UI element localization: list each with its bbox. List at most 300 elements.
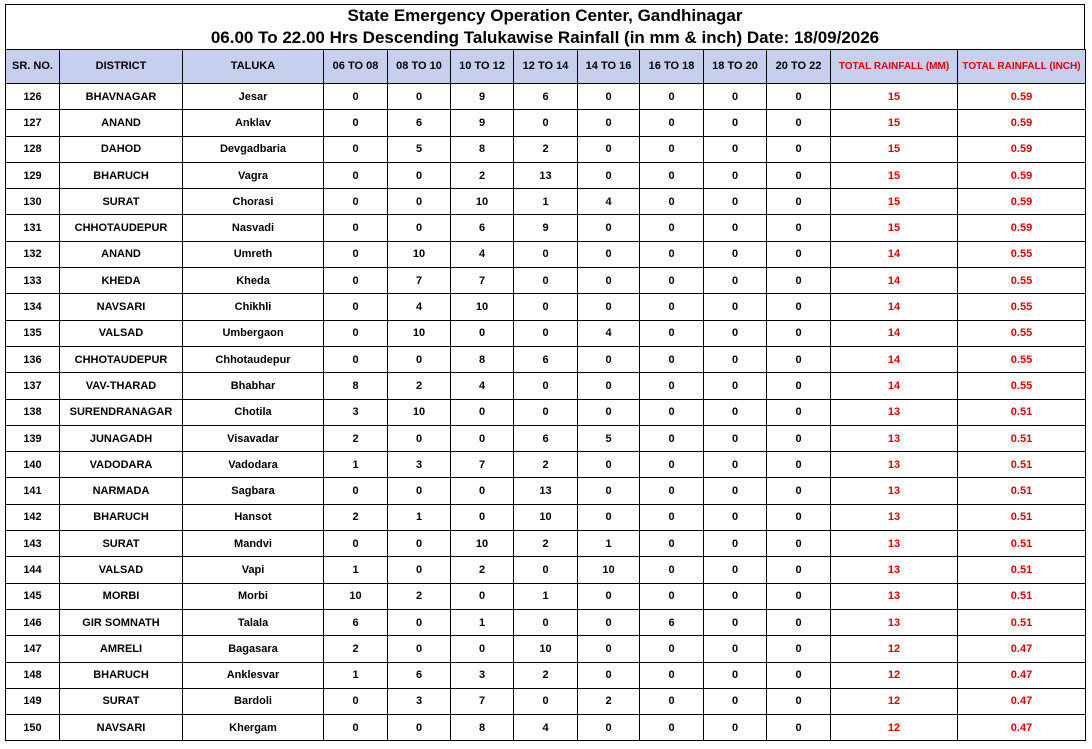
rainfall-table bbox=[5, 49, 1086, 741]
col-08-10-cell: 0 bbox=[388, 189, 451, 215]
col-total-inch-cell: 0.51 bbox=[958, 452, 1086, 478]
table-row bbox=[6, 557, 1086, 583]
col-14-16-cell: 10 bbox=[578, 557, 640, 583]
col-sr-no-header: SR. NO. bbox=[6, 50, 60, 84]
col-14-16-cell: 4 bbox=[578, 320, 640, 346]
col-20-22-cell: 0 bbox=[767, 531, 831, 557]
col-08-10-cell: 6 bbox=[388, 110, 451, 136]
col-total-mm-cell: 13 bbox=[831, 425, 958, 451]
col-sr-no-cell: 137 bbox=[6, 373, 60, 399]
col-06-08-header: 06 TO 08 bbox=[324, 50, 388, 84]
col-district-cell: SURAT bbox=[60, 531, 183, 557]
col-total-inch-cell: 0.59 bbox=[958, 215, 1086, 241]
col-total-inch-cell: 0.55 bbox=[958, 346, 1086, 372]
table-row bbox=[6, 531, 1086, 557]
col-18-20-cell: 0 bbox=[704, 241, 767, 267]
table-row bbox=[6, 241, 1086, 267]
col-total-mm-cell: 14 bbox=[831, 241, 958, 267]
col-14-16-cell: 0 bbox=[578, 215, 640, 241]
col-18-20-cell: 0 bbox=[704, 452, 767, 478]
col-16-18-cell: 0 bbox=[640, 110, 704, 136]
col-08-10-cell: 0 bbox=[388, 557, 451, 583]
report-header bbox=[5, 4, 1085, 49]
col-20-22-cell: 0 bbox=[767, 110, 831, 136]
col-08-10-cell: 5 bbox=[388, 136, 451, 162]
col-total-inch-cell: 0.59 bbox=[958, 162, 1086, 188]
col-total-inch-cell: 0.51 bbox=[958, 609, 1086, 635]
col-taluka-cell: Bardoli bbox=[183, 688, 324, 714]
col-08-10-cell: 3 bbox=[388, 452, 451, 478]
col-sr-no-cell: 133 bbox=[6, 268, 60, 294]
col-12-14-cell: 1 bbox=[514, 189, 578, 215]
rainfall-report bbox=[5, 4, 1085, 741]
col-08-10-cell: 10 bbox=[388, 320, 451, 346]
col-district-cell: BHARUCH bbox=[60, 162, 183, 188]
col-total-inch-cell: 0.59 bbox=[958, 189, 1086, 215]
col-sr-no-cell: 127 bbox=[6, 110, 60, 136]
col-10-12-cell: 0 bbox=[451, 478, 514, 504]
col-10-12-cell: 0 bbox=[451, 583, 514, 609]
col-taluka-cell: Chikhli bbox=[183, 294, 324, 320]
col-10-12-cell: 2 bbox=[451, 557, 514, 583]
col-taluka-cell: Anklesvar bbox=[183, 662, 324, 688]
col-20-22-cell: 0 bbox=[767, 715, 831, 741]
col-18-20-cell: 0 bbox=[704, 189, 767, 215]
table-row bbox=[6, 136, 1086, 162]
table-row bbox=[6, 320, 1086, 346]
col-taluka-cell: Visavadar bbox=[183, 425, 324, 451]
col-10-12-cell: 9 bbox=[451, 84, 514, 110]
col-district-cell: VAV-THARAD bbox=[60, 373, 183, 399]
col-08-10-cell: 0 bbox=[388, 162, 451, 188]
col-18-20-header: 18 TO 20 bbox=[704, 50, 767, 84]
col-16-18-cell: 0 bbox=[640, 346, 704, 372]
col-total-mm-cell: 15 bbox=[831, 215, 958, 241]
col-08-10-cell: 0 bbox=[388, 715, 451, 741]
col-district-cell: SURAT bbox=[60, 189, 183, 215]
table-row bbox=[6, 84, 1086, 110]
col-18-20-cell: 0 bbox=[704, 609, 767, 635]
col-total-mm-cell: 13 bbox=[831, 557, 958, 583]
col-14-16-cell: 4 bbox=[578, 189, 640, 215]
col-total-mm-cell: 13 bbox=[831, 399, 958, 425]
col-14-16-cell: 0 bbox=[578, 268, 640, 294]
col-08-10-cell: 7 bbox=[388, 268, 451, 294]
col-12-14-cell: 6 bbox=[514, 346, 578, 372]
col-12-14-cell: 1 bbox=[514, 583, 578, 609]
col-06-08-cell: 2 bbox=[324, 636, 388, 662]
col-taluka-cell: Sagbara bbox=[183, 478, 324, 504]
col-district-cell: CHHOTAUDEPUR bbox=[60, 215, 183, 241]
col-06-08-cell: 0 bbox=[324, 688, 388, 714]
col-taluka-cell: Chhotaudepur bbox=[183, 346, 324, 372]
col-taluka-cell: Devgadbaria bbox=[183, 136, 324, 162]
col-18-20-cell: 0 bbox=[704, 636, 767, 662]
col-total-mm-cell: 13 bbox=[831, 452, 958, 478]
col-16-18-cell: 0 bbox=[640, 215, 704, 241]
col-20-22-cell: 0 bbox=[767, 609, 831, 635]
col-sr-no-cell: 147 bbox=[6, 636, 60, 662]
col-district-cell: ANAND bbox=[60, 110, 183, 136]
col-10-12-cell: 8 bbox=[451, 715, 514, 741]
col-20-22-cell: 0 bbox=[767, 346, 831, 372]
col-08-10-cell: 0 bbox=[388, 346, 451, 372]
col-18-20-cell: 0 bbox=[704, 294, 767, 320]
table-row bbox=[6, 346, 1086, 372]
col-12-14-cell: 0 bbox=[514, 609, 578, 635]
col-10-12-cell: 7 bbox=[451, 452, 514, 478]
col-total-mm-cell: 14 bbox=[831, 373, 958, 399]
col-12-14-cell: 10 bbox=[514, 504, 578, 530]
col-16-18-cell: 0 bbox=[640, 531, 704, 557]
col-total-inch-cell: 0.51 bbox=[958, 425, 1086, 451]
col-18-20-cell: 0 bbox=[704, 504, 767, 530]
col-district-cell: BHAVNAGAR bbox=[60, 84, 183, 110]
col-10-12-cell: 3 bbox=[451, 662, 514, 688]
col-district-cell: DAHOD bbox=[60, 136, 183, 162]
col-08-10-cell: 2 bbox=[388, 583, 451, 609]
col-total-inch-cell: 0.55 bbox=[958, 320, 1086, 346]
col-12-14-cell: 6 bbox=[514, 84, 578, 110]
col-20-22-cell: 0 bbox=[767, 636, 831, 662]
col-14-16-cell: 0 bbox=[578, 294, 640, 320]
col-06-08-cell: 1 bbox=[324, 557, 388, 583]
col-14-16-cell: 0 bbox=[578, 241, 640, 267]
col-taluka-cell: Bhabhar bbox=[183, 373, 324, 399]
col-06-08-cell: 2 bbox=[324, 504, 388, 530]
col-08-10-header: 08 TO 10 bbox=[388, 50, 451, 84]
col-total-mm-header: TOTAL RAINFALL (MM) bbox=[831, 50, 958, 84]
col-10-12-cell: 9 bbox=[451, 110, 514, 136]
col-total-mm-cell: 13 bbox=[831, 609, 958, 635]
col-total-mm-cell: 15 bbox=[831, 162, 958, 188]
col-sr-no-cell: 142 bbox=[6, 504, 60, 530]
col-14-16-cell: 0 bbox=[578, 162, 640, 188]
col-sr-no-cell: 135 bbox=[6, 320, 60, 346]
col-10-12-cell: 8 bbox=[451, 346, 514, 372]
col-total-mm-cell: 13 bbox=[831, 583, 958, 609]
col-total-mm-cell: 15 bbox=[831, 136, 958, 162]
col-total-inch-cell: 0.59 bbox=[958, 136, 1086, 162]
col-06-08-cell: 0 bbox=[324, 189, 388, 215]
col-20-22-cell: 0 bbox=[767, 662, 831, 688]
col-06-08-cell: 0 bbox=[324, 241, 388, 267]
col-18-20-cell: 0 bbox=[704, 478, 767, 504]
col-16-18-cell: 0 bbox=[640, 425, 704, 451]
col-08-10-cell: 2 bbox=[388, 373, 451, 399]
col-total-mm-cell: 12 bbox=[831, 636, 958, 662]
col-16-18-cell: 0 bbox=[640, 688, 704, 714]
col-total-mm-cell: 14 bbox=[831, 320, 958, 346]
col-16-18-cell: 0 bbox=[640, 268, 704, 294]
col-12-14-cell: 10 bbox=[514, 636, 578, 662]
col-district-cell: JUNAGADH bbox=[60, 425, 183, 451]
col-08-10-cell: 3 bbox=[388, 688, 451, 714]
col-20-22-cell: 0 bbox=[767, 557, 831, 583]
col-sr-no-cell: 134 bbox=[6, 294, 60, 320]
col-sr-no-cell: 138 bbox=[6, 399, 60, 425]
col-16-18-cell: 0 bbox=[640, 478, 704, 504]
table-row bbox=[6, 688, 1086, 714]
table-row bbox=[6, 504, 1086, 530]
col-18-20-cell: 0 bbox=[704, 583, 767, 609]
col-14-16-cell: 1 bbox=[578, 531, 640, 557]
col-18-20-cell: 0 bbox=[704, 320, 767, 346]
col-total-mm-cell: 13 bbox=[831, 531, 958, 557]
col-total-inch-cell: 0.55 bbox=[958, 241, 1086, 267]
col-06-08-cell: 3 bbox=[324, 399, 388, 425]
col-12-14-cell: 2 bbox=[514, 452, 578, 478]
col-district-cell: NAVSARI bbox=[60, 294, 183, 320]
col-10-12-cell: 0 bbox=[451, 504, 514, 530]
col-total-inch-cell: 0.47 bbox=[958, 636, 1086, 662]
col-12-14-cell: 0 bbox=[514, 320, 578, 346]
col-10-12-cell: 10 bbox=[451, 294, 514, 320]
col-14-16-cell: 0 bbox=[578, 136, 640, 162]
col-18-20-cell: 0 bbox=[704, 715, 767, 741]
col-10-12-cell: 8 bbox=[451, 136, 514, 162]
col-total-inch-header: TOTAL RAINFALL (INCH) bbox=[958, 50, 1086, 84]
col-district-cell: SURAT bbox=[60, 688, 183, 714]
table-row bbox=[6, 715, 1086, 741]
col-sr-no-cell: 146 bbox=[6, 609, 60, 635]
col-08-10-cell: 0 bbox=[388, 215, 451, 241]
col-20-22-cell: 0 bbox=[767, 189, 831, 215]
col-total-mm-cell: 14 bbox=[831, 294, 958, 320]
col-06-08-cell: 0 bbox=[324, 215, 388, 241]
col-14-16-cell: 0 bbox=[578, 399, 640, 425]
col-16-18-cell: 0 bbox=[640, 320, 704, 346]
col-sr-no-cell: 149 bbox=[6, 688, 60, 714]
col-14-16-cell: 0 bbox=[578, 662, 640, 688]
col-sr-no-cell: 140 bbox=[6, 452, 60, 478]
col-12-14-cell: 0 bbox=[514, 268, 578, 294]
col-10-12-cell: 2 bbox=[451, 162, 514, 188]
col-20-22-cell: 0 bbox=[767, 504, 831, 530]
col-08-10-cell: 0 bbox=[388, 84, 451, 110]
col-18-20-cell: 0 bbox=[704, 531, 767, 557]
col-taluka-cell: Talala bbox=[183, 609, 324, 635]
col-06-08-cell: 1 bbox=[324, 452, 388, 478]
col-14-16-cell: 5 bbox=[578, 425, 640, 451]
col-14-16-cell: 0 bbox=[578, 504, 640, 530]
col-08-10-cell: 10 bbox=[388, 241, 451, 267]
col-district-header: DISTRICT bbox=[60, 50, 183, 84]
col-16-18-cell: 0 bbox=[640, 583, 704, 609]
col-10-12-cell: 6 bbox=[451, 215, 514, 241]
col-10-12-cell: 7 bbox=[451, 268, 514, 294]
col-18-20-cell: 0 bbox=[704, 373, 767, 399]
col-total-inch-cell: 0.55 bbox=[958, 268, 1086, 294]
table-row bbox=[6, 583, 1086, 609]
col-total-mm-cell: 14 bbox=[831, 346, 958, 372]
col-12-14-header: 12 TO 14 bbox=[514, 50, 578, 84]
col-16-18-cell: 0 bbox=[640, 294, 704, 320]
col-district-cell: BHARUCH bbox=[60, 504, 183, 530]
col-total-inch-cell: 0.59 bbox=[958, 110, 1086, 136]
col-08-10-cell: 0 bbox=[388, 609, 451, 635]
table-row bbox=[6, 399, 1086, 425]
col-district-cell: AMRELI bbox=[60, 636, 183, 662]
col-06-08-cell: 0 bbox=[324, 110, 388, 136]
col-06-08-cell: 0 bbox=[324, 162, 388, 188]
report-title: State Emergency Operation Center, Gandhinagar bbox=[347, 6, 743, 25]
col-20-22-cell: 0 bbox=[767, 320, 831, 346]
col-sr-no-cell: 150 bbox=[6, 715, 60, 741]
table-row bbox=[6, 425, 1086, 451]
col-12-14-cell: 13 bbox=[514, 478, 578, 504]
col-20-22-cell: 0 bbox=[767, 215, 831, 241]
col-taluka-cell: Bagasara bbox=[183, 636, 324, 662]
col-10-12-cell: 7 bbox=[451, 688, 514, 714]
col-total-inch-cell: 0.51 bbox=[958, 531, 1086, 557]
col-sr-no-cell: 145 bbox=[6, 583, 60, 609]
col-total-mm-cell: 14 bbox=[831, 268, 958, 294]
col-taluka-cell: Jesar bbox=[183, 84, 324, 110]
col-06-08-cell: 0 bbox=[324, 136, 388, 162]
col-district-cell: VALSAD bbox=[60, 557, 183, 583]
col-total-mm-cell: 12 bbox=[831, 715, 958, 741]
col-08-10-cell: 10 bbox=[388, 399, 451, 425]
col-district-cell: BHARUCH bbox=[60, 662, 183, 688]
col-12-14-cell: 13 bbox=[514, 162, 578, 188]
col-08-10-cell: 4 bbox=[388, 294, 451, 320]
col-total-inch-cell: 0.51 bbox=[958, 557, 1086, 583]
col-08-10-cell: 0 bbox=[388, 478, 451, 504]
col-12-14-cell: 0 bbox=[514, 373, 578, 399]
col-06-08-cell: 2 bbox=[324, 425, 388, 451]
col-06-08-cell: 10 bbox=[324, 583, 388, 609]
col-total-mm-cell: 13 bbox=[831, 478, 958, 504]
col-12-14-cell: 0 bbox=[514, 688, 578, 714]
col-14-16-header: 14 TO 16 bbox=[578, 50, 640, 84]
col-16-18-cell: 0 bbox=[640, 662, 704, 688]
col-total-mm-cell: 15 bbox=[831, 189, 958, 215]
col-sr-no-cell: 144 bbox=[6, 557, 60, 583]
col-district-cell: NARMADA bbox=[60, 478, 183, 504]
col-total-mm-cell: 13 bbox=[831, 504, 958, 530]
col-10-12-cell: 10 bbox=[451, 531, 514, 557]
col-10-12-cell: 1 bbox=[451, 609, 514, 635]
col-district-cell: VADODARA bbox=[60, 452, 183, 478]
col-14-16-cell: 0 bbox=[578, 346, 640, 372]
col-12-14-cell: 0 bbox=[514, 110, 578, 136]
col-10-12-cell: 0 bbox=[451, 320, 514, 346]
col-16-18-cell: 0 bbox=[640, 452, 704, 478]
col-12-14-cell: 9 bbox=[514, 215, 578, 241]
col-08-10-cell: 6 bbox=[388, 662, 451, 688]
col-14-16-cell: 0 bbox=[578, 373, 640, 399]
col-12-14-cell: 0 bbox=[514, 399, 578, 425]
col-taluka-cell: Chorasi bbox=[183, 189, 324, 215]
col-10-12-cell: 0 bbox=[451, 636, 514, 662]
col-20-22-cell: 0 bbox=[767, 162, 831, 188]
col-taluka-header: TALUKA bbox=[183, 50, 324, 84]
col-16-18-cell: 0 bbox=[640, 399, 704, 425]
col-20-22-cell: 0 bbox=[767, 241, 831, 267]
col-12-14-cell: 6 bbox=[514, 425, 578, 451]
col-total-inch-cell: 0.51 bbox=[958, 399, 1086, 425]
col-14-16-cell: 0 bbox=[578, 110, 640, 136]
col-district-cell: VALSAD bbox=[60, 320, 183, 346]
col-06-08-cell: 0 bbox=[324, 84, 388, 110]
col-total-inch-cell: 0.59 bbox=[958, 84, 1086, 110]
col-20-22-header: 20 TO 22 bbox=[767, 50, 831, 84]
col-taluka-cell: Morbi bbox=[183, 583, 324, 609]
col-sr-no-cell: 130 bbox=[6, 189, 60, 215]
col-18-20-cell: 0 bbox=[704, 162, 767, 188]
table-row bbox=[6, 110, 1086, 136]
col-taluka-cell: Anklav bbox=[183, 110, 324, 136]
col-12-14-cell: 4 bbox=[514, 715, 578, 741]
col-06-08-cell: 0 bbox=[324, 478, 388, 504]
col-06-08-cell: 0 bbox=[324, 715, 388, 741]
col-16-18-cell: 0 bbox=[640, 241, 704, 267]
col-sr-no-cell: 139 bbox=[6, 425, 60, 451]
col-08-10-cell: 0 bbox=[388, 531, 451, 557]
col-total-mm-cell: 15 bbox=[831, 84, 958, 110]
col-taluka-cell: Kheda bbox=[183, 268, 324, 294]
col-district-cell: NAVSARI bbox=[60, 715, 183, 741]
col-20-22-cell: 0 bbox=[767, 268, 831, 294]
col-12-14-cell: 0 bbox=[514, 241, 578, 267]
col-18-20-cell: 0 bbox=[704, 688, 767, 714]
table-row bbox=[6, 268, 1086, 294]
col-district-cell: CHHOTAUDEPUR bbox=[60, 346, 183, 372]
col-20-22-cell: 0 bbox=[767, 452, 831, 478]
col-16-18-cell: 0 bbox=[640, 715, 704, 741]
table-row bbox=[6, 609, 1086, 635]
col-16-18-cell: 0 bbox=[640, 189, 704, 215]
col-20-22-cell: 0 bbox=[767, 294, 831, 320]
col-10-12-cell: 4 bbox=[451, 241, 514, 267]
col-sr-no-cell: 129 bbox=[6, 162, 60, 188]
col-16-18-cell: 0 bbox=[640, 84, 704, 110]
col-06-08-cell: 0 bbox=[324, 320, 388, 346]
col-district-cell: MORBI bbox=[60, 583, 183, 609]
table-row bbox=[6, 189, 1086, 215]
col-district-cell: KHEDA bbox=[60, 268, 183, 294]
col-district-cell: SURENDRANAGAR bbox=[60, 399, 183, 425]
table-row bbox=[6, 373, 1086, 399]
col-total-inch-cell: 0.55 bbox=[958, 373, 1086, 399]
col-20-22-cell: 0 bbox=[767, 478, 831, 504]
col-sr-no-cell: 132 bbox=[6, 241, 60, 267]
col-district-cell: ANAND bbox=[60, 241, 183, 267]
table-row bbox=[6, 162, 1086, 188]
col-total-mm-cell: 12 bbox=[831, 662, 958, 688]
col-taluka-cell: Vapi bbox=[183, 557, 324, 583]
col-14-16-cell: 0 bbox=[578, 84, 640, 110]
col-taluka-cell: Vagra bbox=[183, 162, 324, 188]
col-18-20-cell: 0 bbox=[704, 346, 767, 372]
col-taluka-cell: Khergam bbox=[183, 715, 324, 741]
table-body bbox=[6, 84, 1086, 741]
col-sr-no-cell: 131 bbox=[6, 215, 60, 241]
col-total-inch-cell: 0.47 bbox=[958, 715, 1086, 741]
col-12-14-cell: 2 bbox=[514, 531, 578, 557]
col-18-20-cell: 0 bbox=[704, 84, 767, 110]
col-taluka-cell: Vadodara bbox=[183, 452, 324, 478]
col-18-20-cell: 0 bbox=[704, 399, 767, 425]
col-08-10-cell: 0 bbox=[388, 636, 451, 662]
col-16-18-cell: 6 bbox=[640, 609, 704, 635]
col-16-18-cell: 0 bbox=[640, 504, 704, 530]
col-14-16-cell: 0 bbox=[578, 478, 640, 504]
col-20-22-cell: 0 bbox=[767, 583, 831, 609]
col-taluka-cell: Umreth bbox=[183, 241, 324, 267]
col-taluka-cell: Nasvadi bbox=[183, 215, 324, 241]
